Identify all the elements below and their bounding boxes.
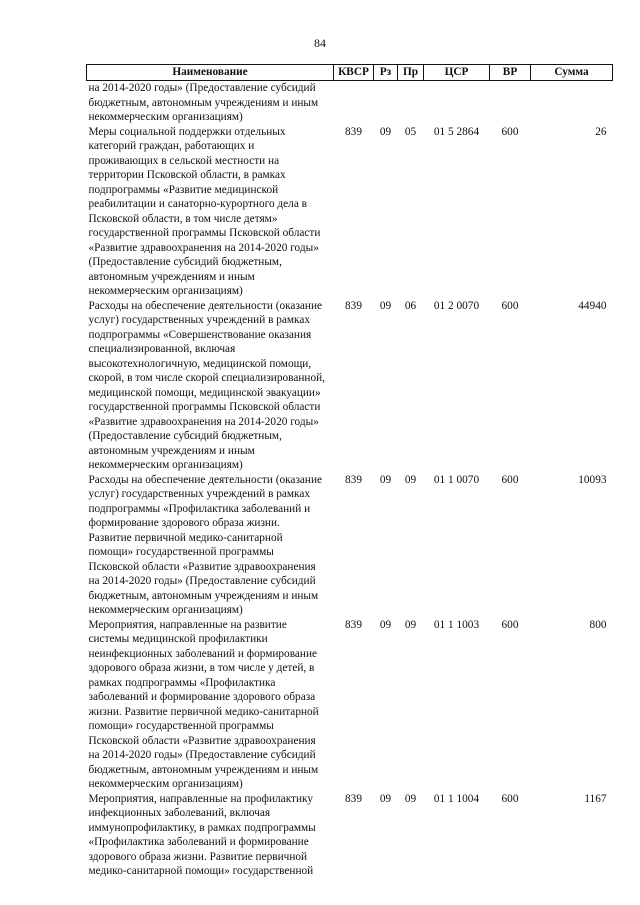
row-vr: 600 xyxy=(501,618,519,631)
row-vr: 600 xyxy=(501,299,519,312)
row-csr: 01 5 2864 xyxy=(433,125,480,138)
budget-table xyxy=(86,64,613,879)
row-csr: 01 1 1004 xyxy=(433,792,480,805)
row-vr: 600 xyxy=(501,792,519,805)
row-pr: 09 xyxy=(404,792,417,805)
row-csr: 01 2 0070 xyxy=(433,299,480,312)
row-rz: 09 xyxy=(379,299,392,312)
row-sum: 1167 xyxy=(584,792,607,805)
row-vr: 600 xyxy=(501,473,519,486)
table-row xyxy=(87,81,613,125)
header-pr: Пр xyxy=(398,65,424,81)
table-row xyxy=(87,125,613,299)
header-rz: Рз xyxy=(374,65,398,81)
header-vr: ВР xyxy=(490,65,531,81)
row-sum: 44940 xyxy=(578,299,607,312)
row-kvsr: 839 xyxy=(345,618,362,631)
row-vr: 600 xyxy=(501,125,519,138)
row-rz: 09 xyxy=(379,618,392,631)
row-kvsr: 839 xyxy=(345,473,362,486)
row-name: Меры социальной поддержки отдельных категорий граждан, работающих и проживающих в сельской местности на территории Псковской области, в рамках подпрограммы «Развитие медицинской реабилитации и санаторно-курортного дела в Псковской области, в том числе детям» государственной программы Псковской области «Развитие здравоохранения на 2014-2020 годы» (Предоставление субсидий бюджетным, автономным учреждениям и иным некоммерческим организациям) xyxy=(88,125,321,297)
table-row xyxy=(87,618,613,792)
row-sum: 26 xyxy=(595,125,607,138)
row-name: Мероприятия, направленные на развитие системы медицинской профилактики неинфекционных заболеваний и формирование здорового образа жизни, в том числе у детей, в рамках подпрограммы «Профилактика заболеваний и формирование здорового образа жизни. Развитие первичной медико-санитарной помощи» государственной программы Псковской области «Развитие здравоохранения на 2014-2020 годы» (Предоставление субсидий бюджетным, автономным учреждениям и иным некоммерческим организациям) xyxy=(88,618,319,790)
row-rz: 09 xyxy=(379,792,392,805)
row-csr: 01 1 1003 xyxy=(433,618,480,631)
row-rz xyxy=(374,81,398,125)
header-name: Наименование xyxy=(87,65,334,81)
header-sum: Сумма xyxy=(531,65,613,81)
row-name: Мероприятия, направленные на профилактику инфекционных заболеваний, включая иммунопрофилактику, в рамках подпрограммы «Профилактика заболеваний и формирование здорового образа жизни. Развитие первичной медико-санитарной помощи» государственной xyxy=(88,792,316,877)
row-rz: 09 xyxy=(379,473,392,486)
row-name: Расходы на обеспечение деятельности (оказание услуг) государственных учреждений в рамках подпрограммы «Профилактика заболеваний и формирование здорового образа жизни. Развитие первичной медико-санитарной помощи» государственной программы Псковской области «Развитие здравоохранения на 2014-2020 годы» (Предоставление субсидий бюджетным, автономным учреждениям и иным некоммерческим организациям) xyxy=(88,473,323,616)
row-rz: 09 xyxy=(379,125,392,138)
row-pr: 09 xyxy=(404,473,417,486)
row-vr xyxy=(490,81,531,125)
page-number: 84 xyxy=(314,36,326,50)
row-name: на 2014-2020 годы» (Предоставление субсидий бюджетным, автономным учреждениям и иным некоммерческим организациям) xyxy=(88,82,319,123)
row-pr xyxy=(398,81,424,125)
header-kvsr: КВСР xyxy=(334,65,374,81)
row-csr: 01 1 0070 xyxy=(433,473,480,486)
row-kvsr: 839 xyxy=(345,792,362,805)
row-kvsr xyxy=(334,81,374,125)
table-header-row xyxy=(87,65,613,81)
row-sum: 10093 xyxy=(578,473,607,486)
row-csr xyxy=(424,81,490,125)
header-csr: ЦСР xyxy=(424,65,490,81)
row-pr: 05 xyxy=(404,125,417,138)
row-kvsr: 839 xyxy=(345,125,362,138)
row-pr: 06 xyxy=(404,299,417,312)
table-row xyxy=(87,473,613,618)
table-row xyxy=(87,299,613,473)
row-pr: 09 xyxy=(404,618,417,631)
row-kvsr: 839 xyxy=(345,299,362,312)
row-name: Расходы на обеспечение деятельности (оказание услуг) государственных учреждений в рамках подпрограммы «Совершенствование оказания специализированной, включая высокотехнологичную, медицинской помощи, скорой, в том числе скорой специализированной, медицинской помощи, медицинской эвакуации» государственной программы Псковской области «Развитие здравоохранения на 2014-2020 годы» (Предоставление субсидий бюджетным, автономным учреждениям и иным некоммерческим организациям) xyxy=(88,299,325,471)
table-row xyxy=(87,792,613,879)
row-sum xyxy=(531,81,613,125)
row-sum: 800 xyxy=(589,618,607,631)
